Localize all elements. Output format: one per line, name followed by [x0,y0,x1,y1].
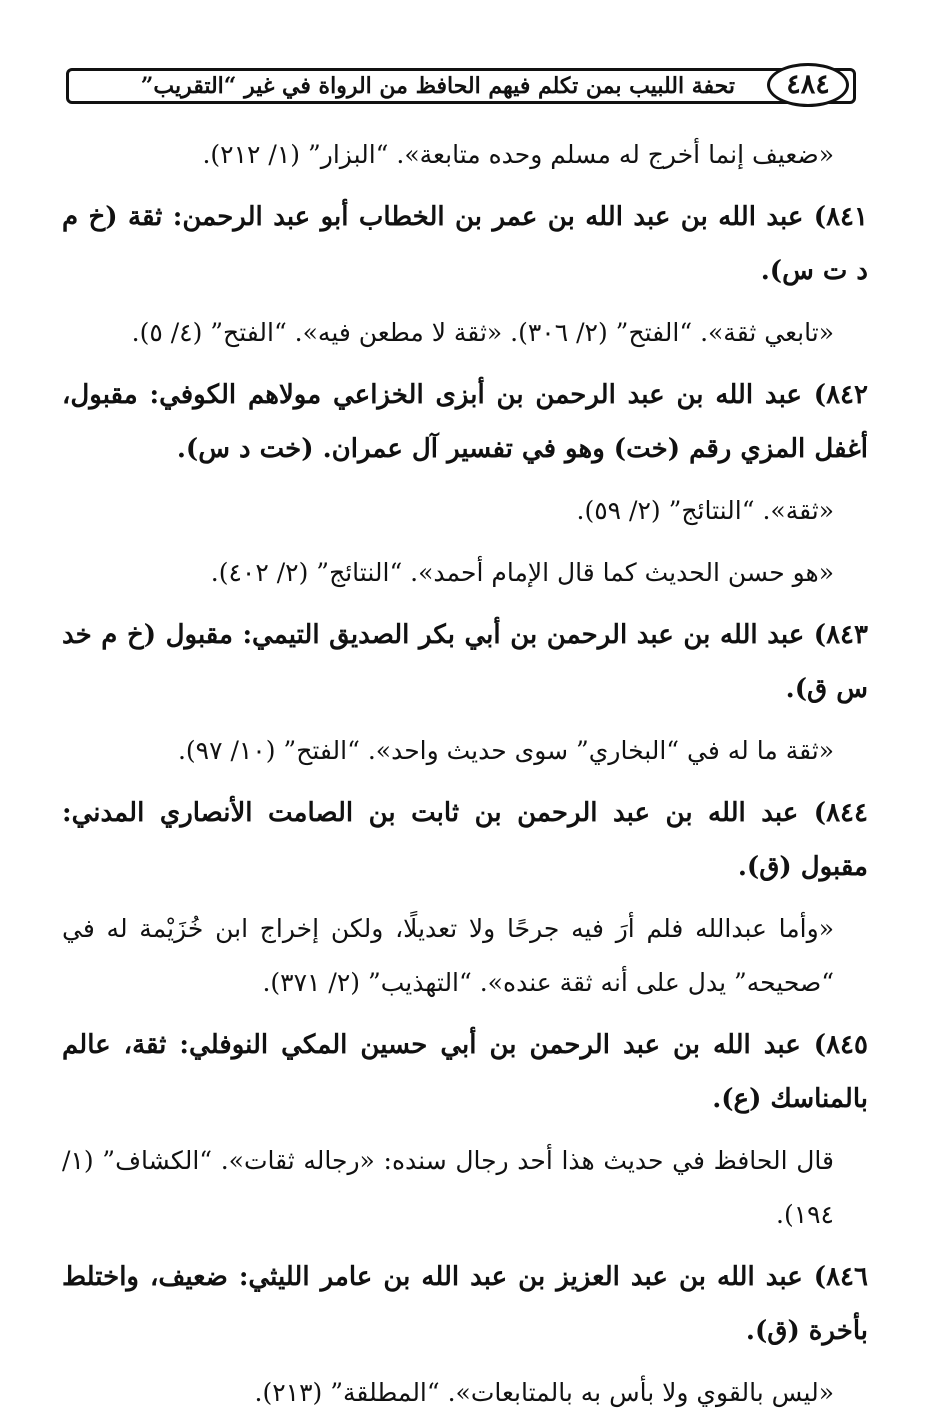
narrator-entry-841: ٨٤١) عبد الله بن عبد الله بن عمر بن الخطاب أبو عبد الرحمن: ثقة (خ م د ت س). [62,202,868,286]
page-header [66,68,856,104]
narrator-entry-842: ٨٤٢) عبد الله بن عبد الرحمن بن أبزى الخزاعي مولاهم الكوفي: مقبول، أغفل المزي رقم (خت) وهو في تفسير آل عمران. (خت د س). [62,380,868,464]
book-title: تحفة اللبيب بمن تكلم فيهم الحافظ من الرواة في غير “التقريب” [140,73,735,99]
narrator-entry-845: ٨٤٥) عبد الله بن عبد الرحمن بن أبي حسين المكي النوفلي: ثقة، عالم بالمناسك (ع). [62,1030,868,1114]
quote-paragraph: «وأما عبدالله فلم أرَ فيه جرحًا ولا تعديلًا، ولكن إخراج ابن خُزَيْمة له في “صحيحه” يدل على أنه ثقة عنده». “التهذيب” (٢/ ٣٧١). [62,914,834,997]
quote-paragraph: «ثقة ما له في “البخاري” سوى حديث واحد». “الفتح” (١٠/ ٩٧). [177,736,834,765]
quote-paragraph: «هو حسن الحديث كما قال الإمام أحمد». “النتائج” (٢/ ٤٠٢). [210,558,834,587]
page-content [62,128,868,1428]
narrator-entry-846: ٨٤٦) عبد الله بن عبد العزيز بن عبد الله بن عامر الليثي: ضعيف، واختلط بأخرة (ق). [62,1262,868,1346]
narrator-entry-843: ٨٤٣) عبد الله بن عبد الرحمن بن أبي بكر الصديق التيمي: مقبول (خ م خد س ق). [62,620,868,704]
quote-paragraph: «ليس بالقوي ولا بأس به بالمتابعات». “المطلقة” (٢١٣). [254,1378,834,1407]
page-number: ٤٨٤ [767,63,849,107]
quote-paragraph: «تابعي ثقة». “الفتح” (٢/ ٣٠٦). «ثقة لا مطعن فيه». “الفتح” (٤/ ٥). [131,318,834,347]
quote-paragraph: «ثقة». “النتائج” (٢/ ٥٩). [576,496,834,525]
quote-paragraph: قال الحافظ في حديث هذا أحد رجال سنده: «رجاله ثقات». “الكشاف” (١/ ١٩٤). [62,1146,834,1229]
narrator-entry-844: ٨٤٤) عبد الله بن عبد الرحمن بن ثابت بن الصامت الأنصاري المدني: مقبول (ق). [62,798,868,882]
quote-paragraph: «ضعيف إنما أخرج له مسلم وحده متابعة». “البزار” (١/ ٢١٢). [202,140,834,169]
